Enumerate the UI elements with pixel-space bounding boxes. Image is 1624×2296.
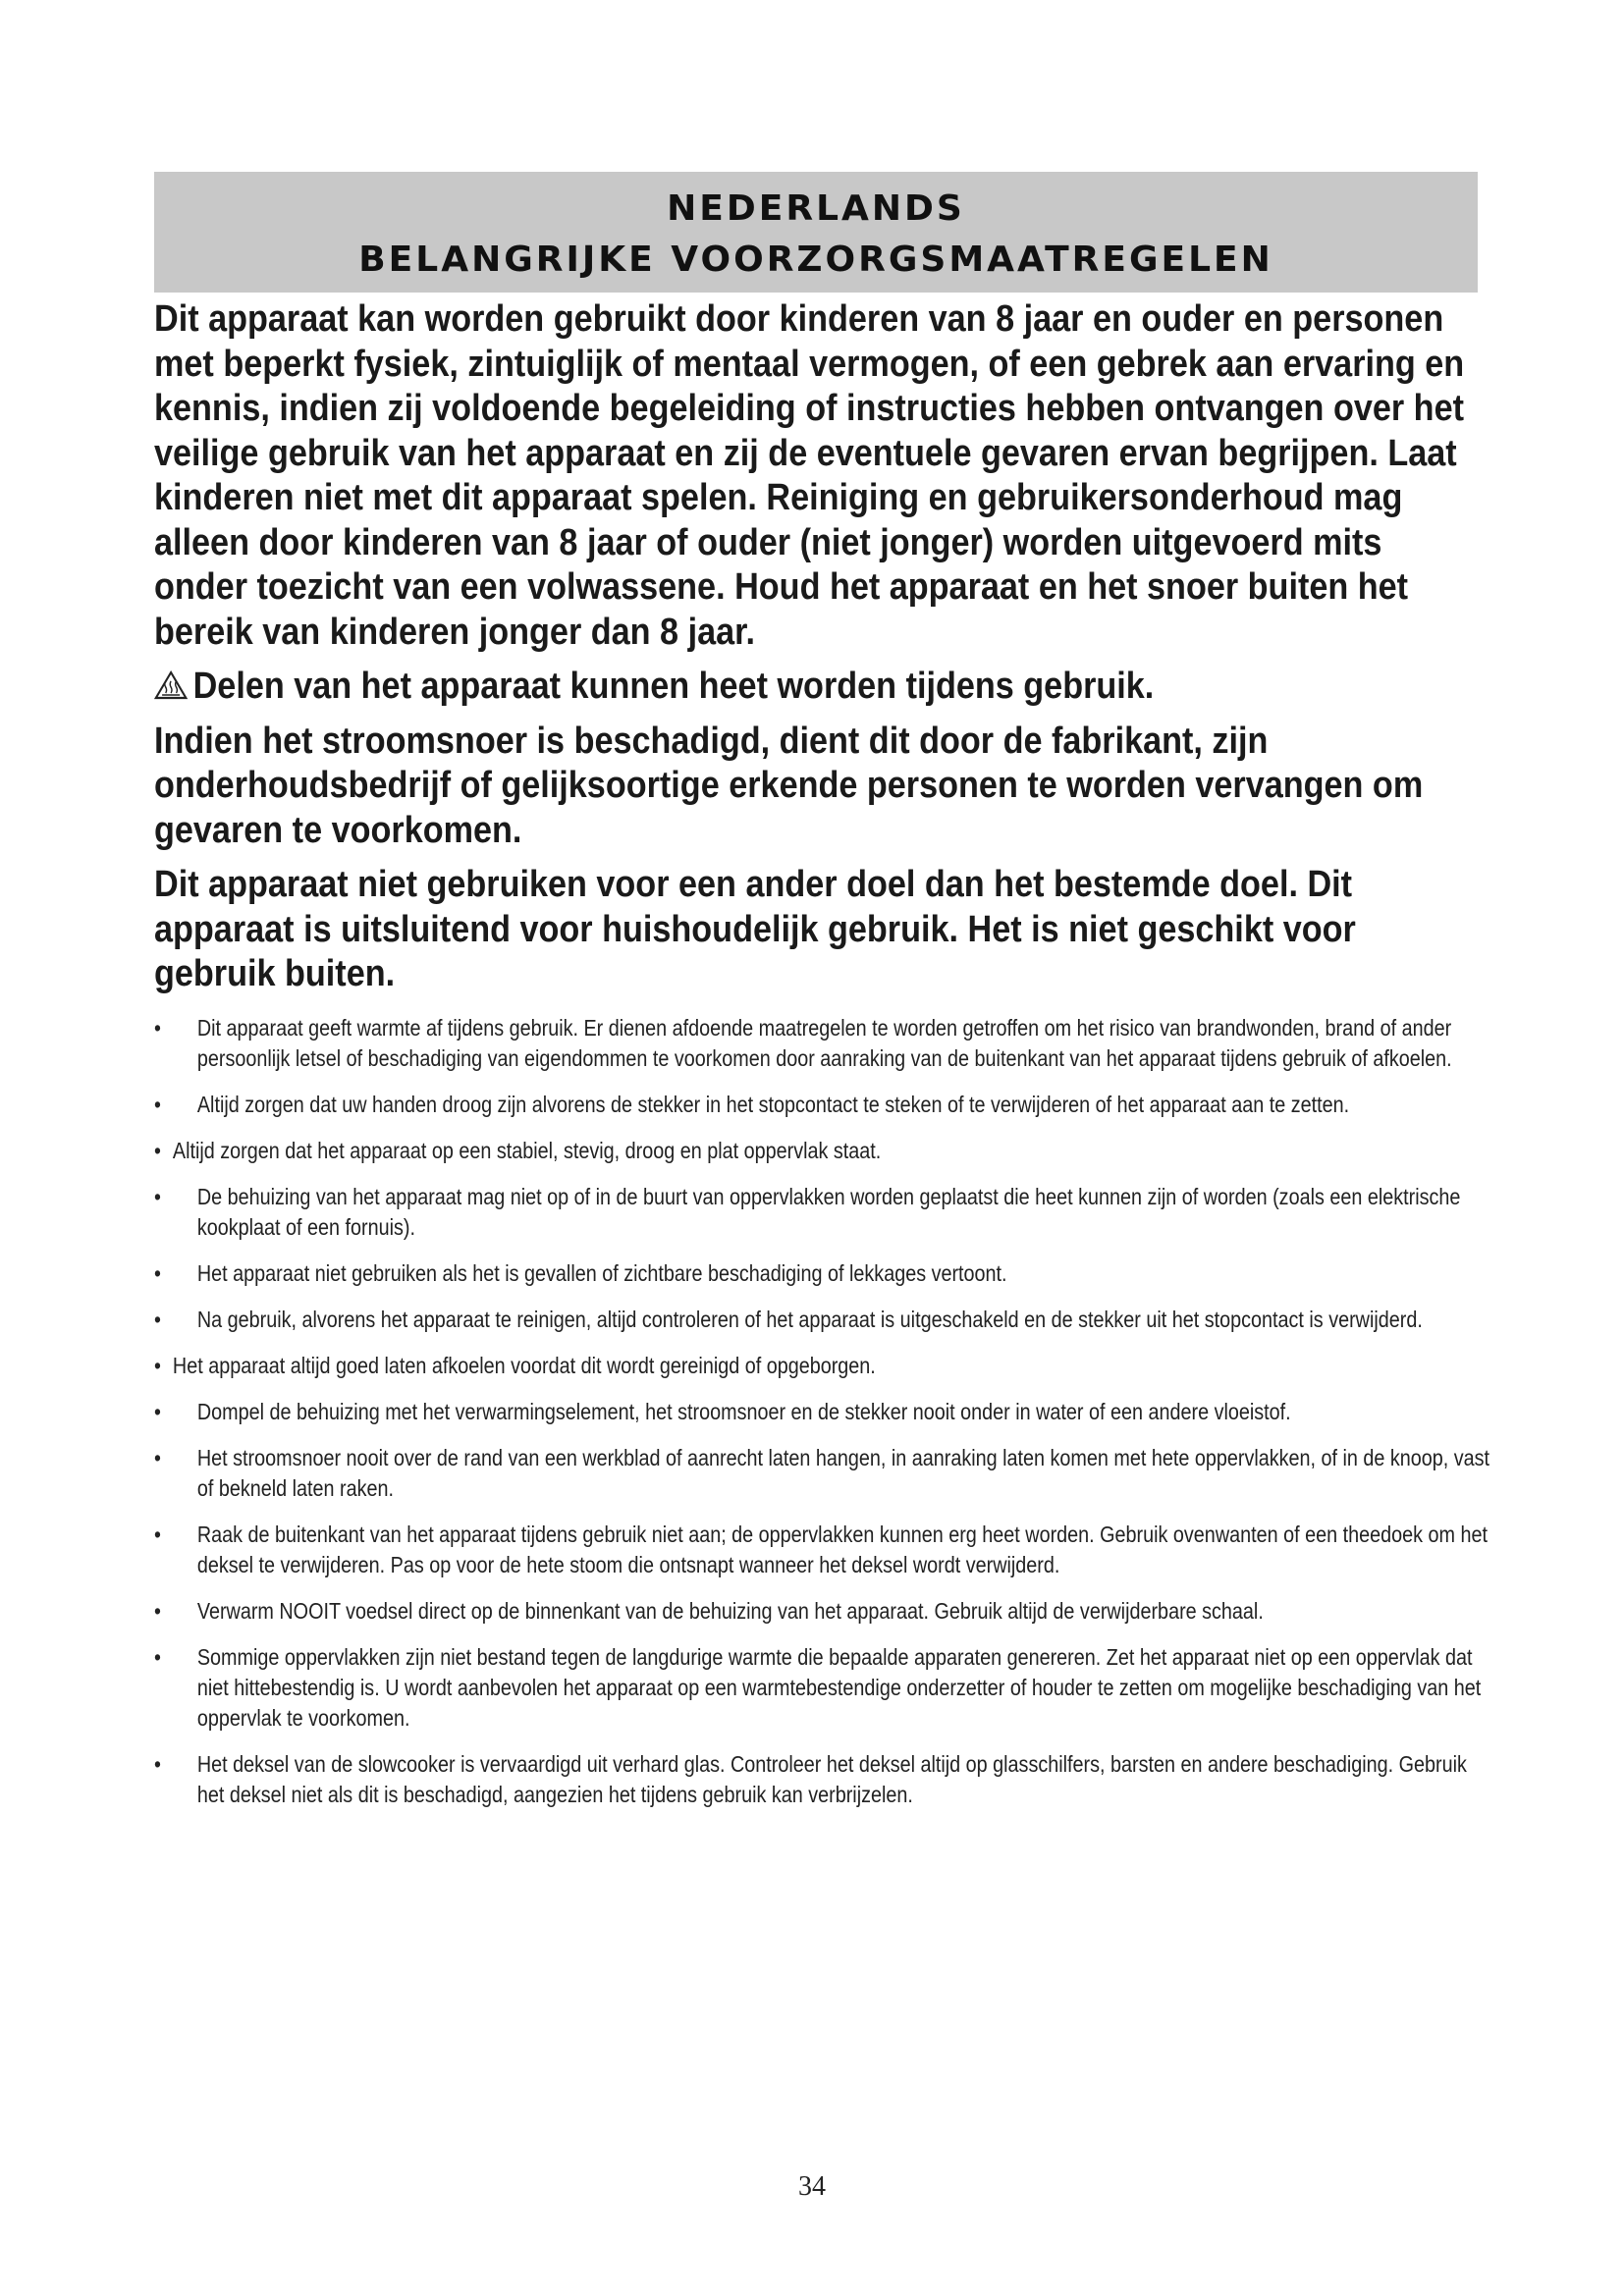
list-item-text: Sommige oppervlakken zijn niet bestand tegen de langdurige warmte die bepaalde apparaten genereren. Zet het apparaat niet op een oppervlak dat niet hittebestendig is. U wordt aanbevolen het apparaat op een warmtebestendige onderzetter of houder te zetten om mogelijke beschadiging van het oppervlak te voorkomen. (196, 1643, 1482, 1731)
list-item-text: Na gebruik, alvorens het apparaat te reinigen, altijd controleren of het apparaat is uitgeschakeld en de stekker uit het stopcontact is verwijderd. (196, 1306, 1423, 1332)
bullet-symbol: • (154, 1444, 161, 1470)
bullet-symbol: • (154, 1352, 161, 1378)
list-item-text: Het stroomsnoer nooit over de rand van een werkblad of aanrecht laten hangen, in aanraking laten komen met hete oppervlakken, of in de knoop, vast of bekneld laten raken. (196, 1444, 1490, 1501)
bullet-symbol: • (154, 1014, 161, 1041)
list-item (154, 1642, 1494, 1734)
list-item-text: Raak de buitenkant van het apparaat tijdens gebruik niet aan; de oppervlakken kunnen erg heet worden. Gebruik ovenwanten of een theedoek om het deksel te verwijderen. Pas op voor de hete stoom die ontsnapt wanneer het deksel wordt verwijderd. (196, 1521, 1488, 1577)
list-item-text: Dit apparaat geeft warmte af tijdens gebruik. Er dienen afdoende maatregelen te worden getroffen om het risico van brandwonden, brand of ander persoonlijk letsel of beschadiging van eigendommen te voorkomen door aanraking van de buitenkant van het apparaat tijdens gebruik of afkoelen. (196, 1014, 1452, 1071)
list-item (154, 1351, 1470, 1381)
list-item-text: Het deksel van de slowcooker is vervaardigd uit verhard glas. Controleer het deksel altijd op glasschilfers, barsten en andere beschadiging. Gebruik het deksel niet als dit is beschadigd, aangezien het tijdens gebruik kan verbrijzelen. (196, 1750, 1467, 1807)
paragraph-power-cord: Indien het stroomsnoer is beschadigd, dient dit door de fabrikant, zijn onderhoudsbedrijf of gelijksoortige erkende personen te worden vervangen om gevaren te voorkomen. (154, 720, 1424, 851)
list-item (154, 1090, 1494, 1120)
bullet-symbol: • (154, 1750, 161, 1777)
precautions-list (154, 1013, 1490, 1810)
section-header (154, 172, 1478, 293)
bullet-symbol: • (154, 1398, 161, 1424)
section-title: BELANGRIJKE VOORZORGSMAATREGELEN (358, 240, 1273, 280)
list-item (154, 1443, 1494, 1504)
document-body (154, 297, 1490, 1826)
hot-surface-warning-icon (154, 670, 188, 700)
list-item (154, 1013, 1494, 1074)
bullet-symbol: • (154, 1306, 161, 1332)
paragraph-children-usage: Dit apparaat kan worden gebruikt door kinderen van 8 jaar en ouder en personen met beperkt fysiek, zintuiglijk of mentaal vermogen, of een gebrek aan ervaring en kennis, indien zij voldoende begeleiding of instructies hebben ontvangen over het veilige gebruik van het apparaat en zij de eventuele gevaren ervan begrijpen. Laat kinderen niet met dit apparaat spelen. Reiniging en gebruikersonderhoud mag alleen door kinderen van 8 jaar of ouder (niet jonger) worden uitgevoerd mits onder toezicht van een volwassene. Houd het apparaat en het snoer buiten het bereik van kinderen jonger dan 8 jaar. (154, 298, 1465, 653)
bullet-symbol: • (154, 1597, 161, 1624)
page-number: 34 (798, 2171, 826, 2202)
bullet-symbol: • (154, 1643, 161, 1670)
list-item-text: Altijd zorgen dat het apparaat op een stabiel, stevig, droog en plat oppervlak staat. (172, 1137, 882, 1163)
hot-parts-text: Delen van het apparaat kunnen heet worden tijdens gebruik. (192, 666, 1155, 707)
bullet-symbol: • (154, 1259, 161, 1286)
bullet-symbol: • (154, 1183, 161, 1209)
list-item (154, 1749, 1494, 1810)
list-item (154, 1596, 1494, 1627)
list-item-text: Dompel de behuizing met het verwarmingselement, het stroomsnoer en de stekker nooit onder in water of een andere vloeistof. (196, 1398, 1291, 1424)
list-item (154, 1258, 1494, 1289)
language-heading: NEDERLANDS (667, 188, 965, 229)
list-item-text: De behuizing van het apparaat mag niet op of in de buurt van oppervlakken worden geplaatst die heet kunnen zijn of worden (zoals een elektrische kookplaat of een fornuis). (196, 1183, 1461, 1240)
list-item-text: Altijd zorgen dat uw handen droog zijn alvorens de stekker in het stopcontact te steken of te verwijderen of het apparaat aan te zetten. (196, 1091, 1350, 1117)
bullet-symbol: • (154, 1521, 161, 1547)
list-item-text: Het apparaat altijd goed laten afkoelen voordat dit wordt gereinigd of opgeborgen. (172, 1352, 876, 1378)
list-item-text: Verwarm NOOIT voedsel direct op de binnenkant van de behuizing van het apparaat. Gebruik altijd de verwijderbare schaal. (196, 1597, 1264, 1624)
bullet-symbol: • (154, 1137, 161, 1163)
list-item (154, 1397, 1494, 1427)
list-item-text: Het apparaat niet gebruiken als het is gevallen of zichtbare beschadiging of lekkages vertoont. (196, 1259, 1007, 1286)
bullet-symbol: • (154, 1091, 161, 1117)
list-item (154, 1520, 1494, 1580)
list-item (154, 1182, 1494, 1243)
paragraph-intended-use: Dit apparaat niet gebruiken voor een ander doel dan het bestemde doel. Dit apparaat is uitsluitend voor huishoudelijk gebruik. Het is niet geschikt voor gebruik buiten. (154, 864, 1356, 994)
list-item (154, 1136, 1470, 1166)
paragraph-hot-parts (154, 665, 1477, 710)
list-item (154, 1305, 1494, 1335)
